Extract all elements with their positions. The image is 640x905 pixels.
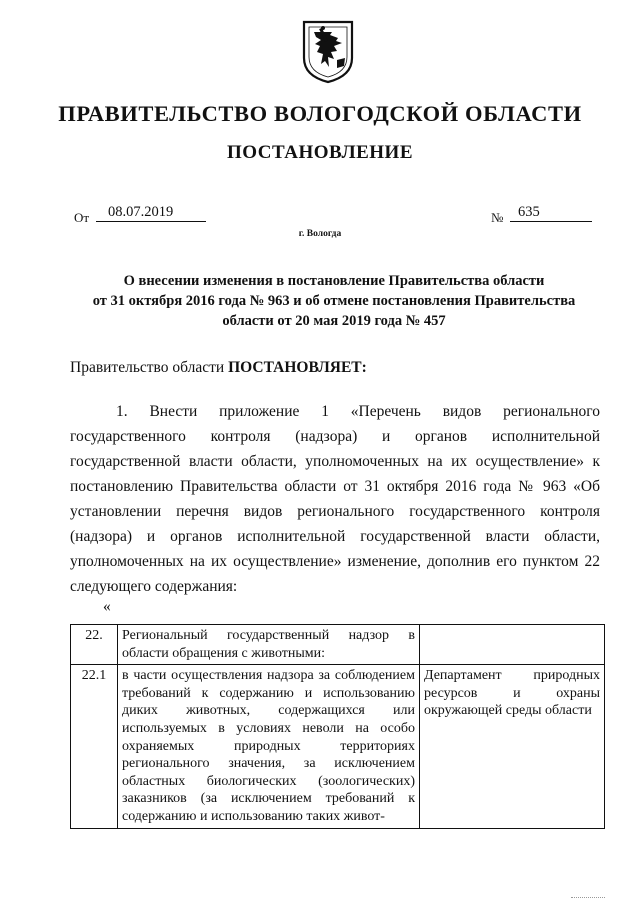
table-row [71,665,605,828]
table-row [71,625,605,665]
row-number: 22.1 [71,665,118,828]
government-title: ПРАВИТЕЛЬСТВО ВОЛОГОДСКОЙ ОБЛАСТИ [58,101,582,126]
row-number: 22. [71,625,118,665]
row-text: в части осуществления надзора за соблюдением требований к содержанию и использованию диких животных, содержащихся или используемых в условиях неволи на особо охраняемых природных территориях регионального значения, за исключением областных биологических (зоологических) заказников (за исключением требований к содержанию и использованию таких живот- [118,665,420,828]
date-label: От [74,210,90,225]
paragraph-1: 1. Внести приложение 1 «Перечень видов регионального государственного контроля (надзора) и органов исполнительной государственной власти области, уполномоченных на их осуществление» к постановлению Правительства области от 31 октября 2016 года № 963 «Об установлении перечня видов регионального государственного контроля (надзора) и органов исполнительной государственной власти области, уполномоченных на их осуществление» изменение, дополнив его пунктом 22 следующего содержания: [70,403,600,595]
document-subject [70,271,598,331]
resolution-intro [70,359,367,377]
amendment-table [70,624,605,829]
document-type-title: ПОСТАНОВЛЕНИЕ [226,142,414,163]
number-label: № [491,210,504,225]
row-text: Региональный государственный надзор в области обращения с животными: [118,625,420,665]
scan-mark [571,897,605,900]
opening-quote: « [103,598,111,615]
subject-line: от 31 октября 2016 года № 963 и об отмене постановления Правительства [92,293,576,309]
city-label: г. Вологда [298,229,342,239]
page-bottom-margin [0,832,640,905]
date-value: 08.07.2019 [96,204,206,222]
intro-text: Правительство области [70,359,229,376]
row-authority [420,625,605,665]
row-authority: Департамент природных ресурсов и охраны окружающей среды области [420,665,605,828]
subject-line: области от 20 мая 2019 года № 457 [222,313,446,329]
subject-line: О внесении изменения в постановление Правительства области [123,273,545,289]
number-value: 635 [510,204,592,222]
intro-bold: ПОСТАНОВЛЯЕТ: [228,359,367,376]
coat-of-arms-icon [301,18,355,84]
